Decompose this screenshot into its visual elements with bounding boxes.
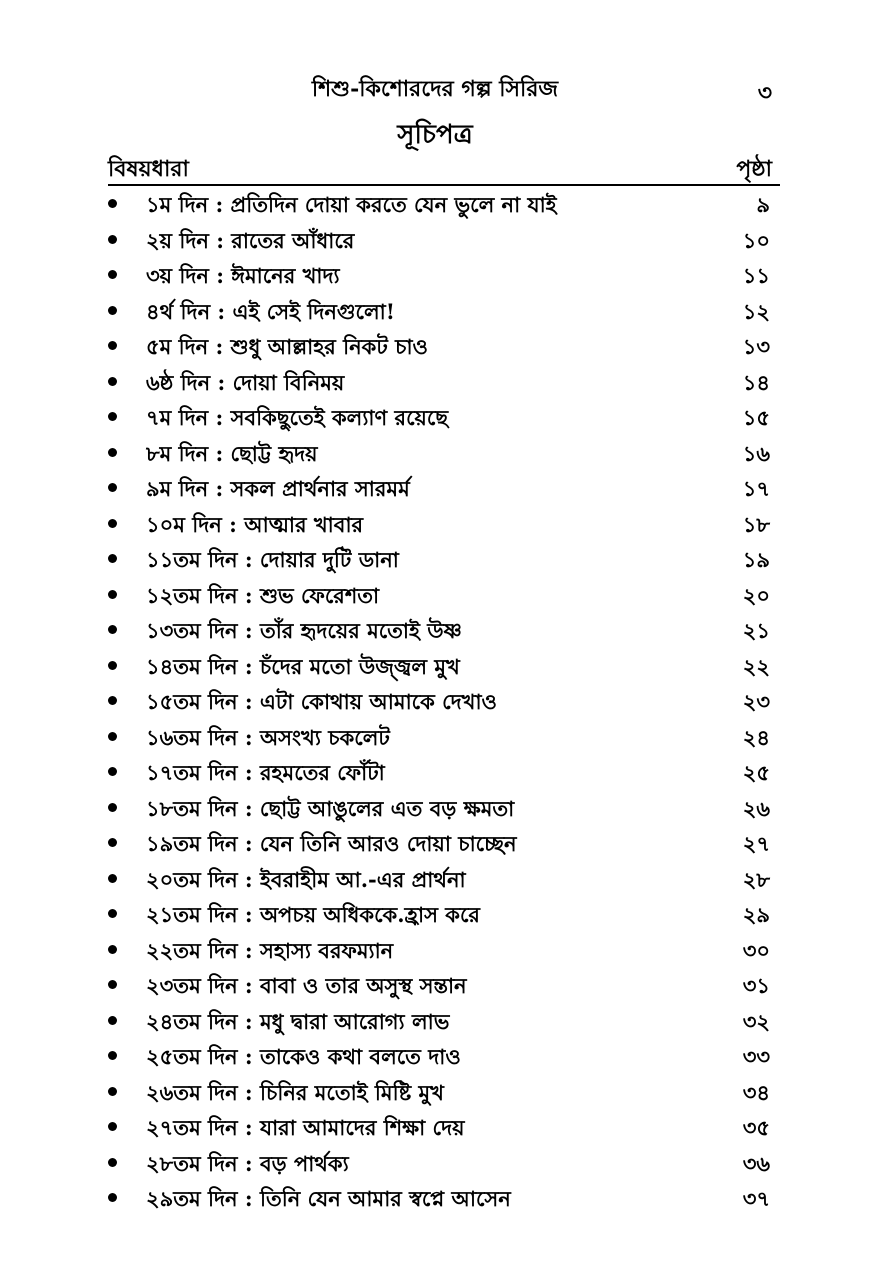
toc-entry-title: ৭ম দিন : সবকিছুতেই কল্যাণ রয়েছে xyxy=(146,405,449,430)
bullet-icon xyxy=(108,199,117,208)
toc-entry-title: ১৯তম দিন : যেন তিনি আরও দোয়া চাচ্ছেন xyxy=(146,831,517,856)
toc-entry-page: ২২ xyxy=(742,653,770,679)
toc-entry xyxy=(0,648,870,684)
toc-entry xyxy=(0,825,870,861)
toc-entry-title: ২৮তম দিন : বড় পার্থক্য xyxy=(146,1150,349,1176)
toc-entry-page: ১৯ xyxy=(742,547,770,572)
toc-entry-page: ৩৭ xyxy=(742,1186,770,1211)
toc-entry-title: ১৬তম দিন : অসংখ্য চকলেট xyxy=(146,724,390,750)
toc-entry xyxy=(0,1074,870,1110)
toc-entry-title: ২৩তম দিন : বাবা ও তার অসুস্থ সন্তান xyxy=(146,973,467,998)
bullet-icon xyxy=(108,803,117,812)
toc-entry xyxy=(0,719,870,755)
toc-entry-page: ১৮ xyxy=(742,511,770,537)
toc-entry-page: ৩৪ xyxy=(742,1079,770,1105)
bullet-icon xyxy=(108,945,117,954)
toc-entry-page: ২৬ xyxy=(742,795,770,821)
toc-entry xyxy=(0,754,870,790)
toc-entry xyxy=(0,328,870,364)
toc-entry-page: ২৭ xyxy=(742,831,770,856)
toc-entry-page: ১২ xyxy=(742,298,770,324)
toc-entry-page: ১৬ xyxy=(742,440,770,466)
toc-title: সূচিপত্র xyxy=(397,120,473,150)
toc-entry xyxy=(0,967,870,1003)
toc-entry-title: ৯ম দিন : সকল প্রার্থনার সারমর্ম xyxy=(146,476,410,501)
toc-list xyxy=(0,186,870,1216)
toc-entry xyxy=(0,1003,870,1039)
toc-entry-title: ২৫তম দিন : তাকেও কথা বলতে দাও xyxy=(146,1044,461,1069)
toc-entry-title: ২৪তম দিন : মধু দ্বারা আরোগ্য লাভ xyxy=(146,1008,450,1034)
bullet-icon xyxy=(108,1158,117,1167)
toc-entry xyxy=(0,222,870,258)
bullet-icon xyxy=(108,235,117,244)
bullet-icon xyxy=(108,448,117,457)
toc-entry-title: ১৭তম দিন : রহমতের ফোঁটা xyxy=(146,760,385,785)
toc-entry-title: ২৯তম দিন : তিনি যেন আমার স্বপ্নে আসেন xyxy=(146,1186,511,1211)
running-header-title: শিশু-কিশোরদের গল্প সিরিজ xyxy=(311,76,559,102)
bullet-icon xyxy=(108,377,117,386)
toc-entry xyxy=(0,790,870,826)
toc-entry xyxy=(0,612,870,648)
bullet-icon xyxy=(108,1122,117,1131)
toc-entry-title: ৪র্থ দিন : এই সেই দিনগুলো! xyxy=(146,298,395,324)
toc-entry xyxy=(0,435,870,471)
bullet-icon xyxy=(108,1051,117,1060)
bullet-icon xyxy=(108,625,117,634)
toc-entry-title: ১০ম দিন : আত্মার খাবার xyxy=(146,511,364,537)
toc-entry-title: ২৭তম দিন : যারা আমাদের শিক্ষা দেয় xyxy=(146,1115,465,1140)
toc-entry-title: ১৮তম দিন : ছোট্ট আঙুলের এত বড় ক্ষমতা xyxy=(146,795,515,821)
toc-entry-page: ২৯ xyxy=(742,902,770,927)
toc-entry-page: ১৪ xyxy=(742,369,770,395)
toc-entry-title: ১৪তম দিন : চঁদের মতো উজ্জ্বল মুখ xyxy=(146,653,460,679)
toc-entry-title: ১ম দিন : প্রতিদিন দোয়া করতে যেন ভুলে না যাই xyxy=(146,192,557,217)
toc-entry-page: ১৭ xyxy=(742,476,770,501)
toc-entry-page: ২১ xyxy=(742,618,770,643)
toc-column-headers xyxy=(108,150,780,186)
toc-entry-page: ১৫ xyxy=(742,405,770,430)
bullet-icon xyxy=(108,767,117,776)
toc-entry-page: ২৮ xyxy=(742,866,770,892)
toc-entry xyxy=(0,1180,870,1216)
bullet-icon xyxy=(108,696,117,705)
toc-entry xyxy=(0,506,870,542)
toc-entry xyxy=(0,1109,870,1145)
bullet-icon xyxy=(108,1193,117,1202)
toc-entry-page: ৩৫ xyxy=(742,1115,770,1140)
toc-entry-page: ২৪ xyxy=(742,724,770,750)
toc-entry-title: ২৬তম দিন : চিনির মতোই মিষ্টি মুখ xyxy=(146,1079,444,1105)
toc-entry xyxy=(0,257,870,293)
toc-entry xyxy=(0,470,870,506)
toc-entry-page: ১১ xyxy=(742,263,770,288)
toc-entry-page: ৩১ xyxy=(742,973,770,998)
toc-entry-title: ১২তম দিন : শুভ ফেরেশতা xyxy=(146,582,380,608)
toc-entry xyxy=(0,577,870,613)
toc-entry-title: ১১তম দিন : দোয়ার দুটি ডানা xyxy=(146,547,399,572)
toc-entry xyxy=(0,1145,870,1181)
toc-entry xyxy=(0,683,870,719)
toc-entry-page: ৩০ xyxy=(742,937,770,963)
toc-entry-title: ১৫তম দিন : এটা কোথায় আমাকে দেখাও xyxy=(146,689,497,714)
toc-entry-title: ২০তম দিন : ইবরাহীম আ.-এর প্রার্থনা xyxy=(146,866,466,892)
bullet-icon xyxy=(108,732,117,741)
bullet-icon xyxy=(108,306,117,315)
toc-entry xyxy=(0,861,870,897)
bullet-icon xyxy=(108,554,117,563)
bullet-icon xyxy=(108,980,117,989)
toc-entry xyxy=(0,293,870,329)
bullet-icon xyxy=(108,590,117,599)
toc-entry-page: ২৫ xyxy=(742,760,770,785)
col-header-subject: বিষয়ধারা xyxy=(108,156,189,182)
toc-entry-title: ৫ম দিন : শুধু আল্লাহর নিকট চাও xyxy=(146,334,428,359)
bullet-icon xyxy=(108,412,117,421)
toc-entry-page: ১৩ xyxy=(742,334,770,359)
toc-entry-title: ৬ষ্ঠ দিন : দোয়া বিনিময় xyxy=(146,369,345,395)
toc-entry xyxy=(0,364,870,400)
toc-entry-page: ৩৬ xyxy=(742,1150,770,1176)
toc-entry xyxy=(0,896,870,932)
toc-entry-title: ২২তম দিন : সহাস্য বরফম্যান xyxy=(146,937,394,963)
toc-entry-title: ২য় দিন : রাতের আঁধারে xyxy=(146,227,355,253)
bullet-icon xyxy=(108,270,117,279)
toc-entry-page: ৩৩ xyxy=(742,1044,770,1069)
toc-entry xyxy=(0,1038,870,1074)
toc-entry-title: ১৩তম দিন : তাঁর হৃদয়ের মতোই উষ্ণ xyxy=(146,618,462,643)
bullet-icon xyxy=(108,661,117,670)
bullet-icon xyxy=(108,874,117,883)
bullet-icon xyxy=(108,519,117,528)
toc-entry-page: ২৩ xyxy=(742,689,770,714)
bullet-icon xyxy=(108,1016,117,1025)
toc-entry-title: ৩য় দিন : ঈমানের খাদ্য xyxy=(146,263,340,288)
toc-entry xyxy=(0,186,870,222)
bullet-icon xyxy=(108,483,117,492)
toc-entry-page: ২০ xyxy=(742,582,770,608)
col-header-page: পৃষ্ঠা xyxy=(736,156,772,182)
bullet-icon xyxy=(108,838,117,847)
toc-entry-page: ১০ xyxy=(742,227,770,253)
toc-entry-page: ৯ xyxy=(756,192,770,217)
toc-entry-page: ৩২ xyxy=(742,1008,770,1034)
toc-entry xyxy=(0,541,870,577)
bullet-icon xyxy=(108,341,117,350)
bullet-icon xyxy=(108,1087,117,1096)
toc-entry xyxy=(0,399,870,435)
toc-entry-title: ৮ম দিন : ছোট্ট হৃদয় xyxy=(146,440,318,466)
bullet-icon xyxy=(108,909,117,918)
toc-entry xyxy=(0,932,870,968)
toc-entry-title: ২১তম দিন : অপচয় অধিককে.হ্রাস করে xyxy=(146,902,480,927)
running-header-page-number: ৩ xyxy=(757,80,772,106)
